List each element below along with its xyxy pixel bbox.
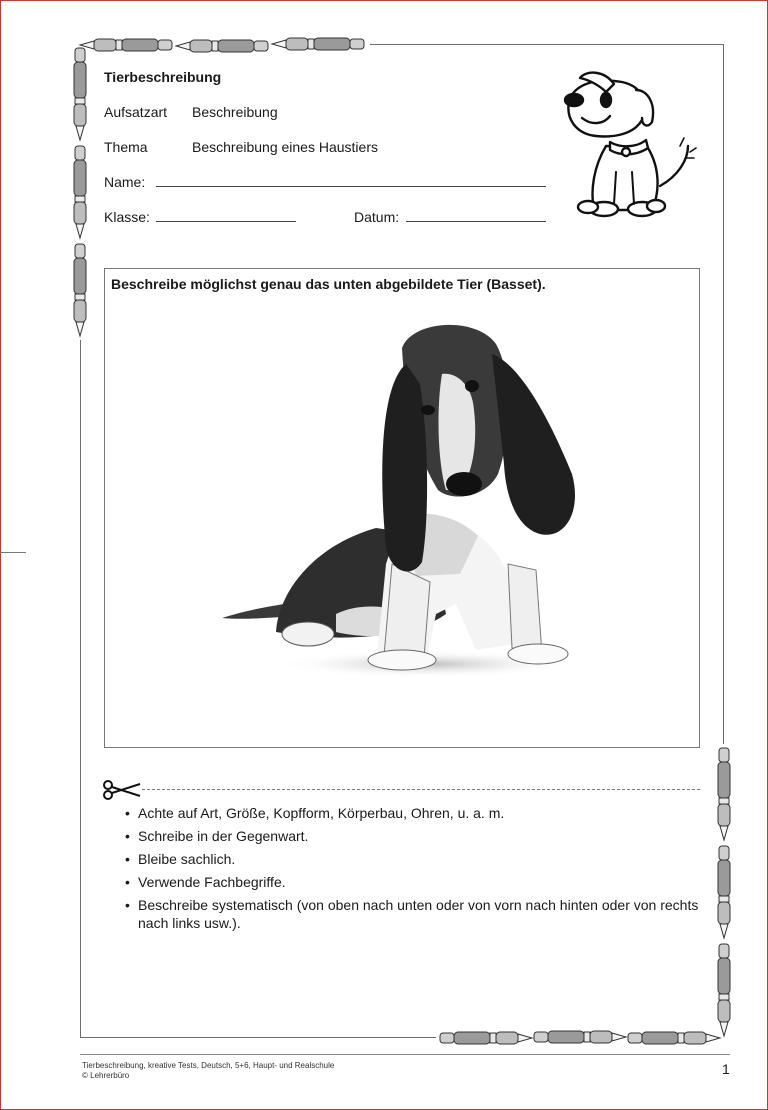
cut-line	[142, 789, 700, 790]
date-label: Datum:	[354, 209, 400, 225]
footer-line-2: © Lehrerbüro	[82, 1071, 130, 1080]
list-item: • Achte auf Art, Größe, Kopfform, Körperbau, Ohren, u. a. m.	[122, 804, 702, 822]
field-value-thema: Beschreibung eines Haustiers	[192, 139, 378, 155]
footer-line-1: Tierbeschreibung, kreative Tests, Deutsch, 5+6, Haupt- und Realschule	[82, 1061, 335, 1070]
class-label: Klasse:	[104, 209, 150, 225]
footer-text	[82, 1061, 334, 1081]
list-item: • Verwende Fachbegriffe.	[122, 873, 702, 891]
list-item: • Bleibe sachlich.	[122, 850, 702, 868]
basset-hound-photo	[216, 314, 580, 684]
tips-list	[122, 804, 702, 937]
field-label-thema: Thema	[104, 139, 148, 155]
field-label-aufsatzart: Aufsatzart	[104, 104, 168, 120]
cartoon-dog-icon	[556, 68, 704, 224]
date-input-line[interactable]	[406, 221, 546, 222]
class-input-line[interactable]	[156, 221, 296, 222]
task-instruction: Beschreibe möglichst genau das unten abgebildete Tier (Basset).	[111, 276, 546, 292]
list-item: • Beschreibe systematisch (von oben nach unten oder von vorn nach hinten oder von rechts nach links usw.).	[122, 896, 702, 932]
name-label: Name:	[104, 174, 146, 190]
list-item: • Schreibe in der Gegenwart.	[122, 827, 702, 845]
page-number: 1	[722, 1061, 730, 1077]
worksheet-title: Tierbeschreibung	[104, 69, 222, 85]
field-value-aufsatzart: Beschreibung	[192, 104, 278, 120]
scissors-icon	[102, 780, 142, 800]
footer-divider	[80, 1054, 730, 1055]
name-input-line[interactable]	[156, 186, 546, 187]
